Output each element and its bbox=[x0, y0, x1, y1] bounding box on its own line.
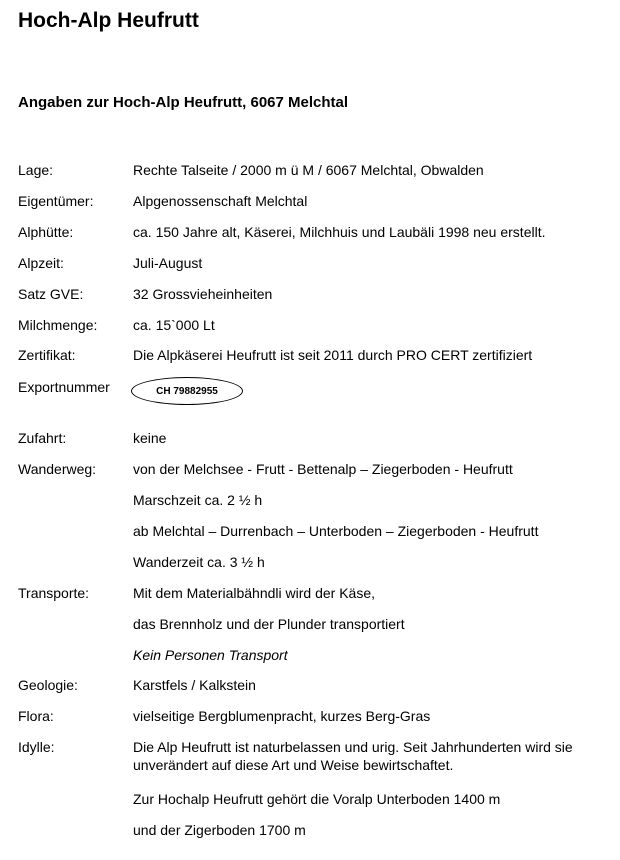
value-transporte-line: Mit dem Materialbähndli wird der Käse, bbox=[133, 585, 375, 601]
value-transporte-line: Kein Personen Transport bbox=[133, 647, 288, 663]
label-exportnummer: Exportnummer bbox=[18, 379, 110, 395]
value-wanderweg-line: Wanderzeit ca. 3 ½ h bbox=[133, 554, 265, 570]
label-zufahrt: Zufahrt: bbox=[18, 430, 67, 446]
value-wanderweg-line: Marschzeit ca. 2 ½ h bbox=[133, 492, 263, 508]
value-zufahrt: keine bbox=[133, 430, 167, 446]
label-wanderweg: Wanderweg: bbox=[18, 461, 97, 477]
value-milchmenge: ca. 15`000 Lt bbox=[133, 317, 215, 333]
value-satz-gve: 32 Grossvieheinheiten bbox=[133, 286, 273, 302]
value-idylle-paragraph: Die Alp Heufrutt ist naturbelassen und urig. Seit Jahrhunderten wird sie unverändert auf diese Art und Weise bewirtschaftet. bbox=[133, 739, 573, 773]
value-alpzeit: Juli-August bbox=[133, 255, 203, 271]
label-alpzeit: Alpzeit: bbox=[18, 255, 64, 271]
label-zertifikat: Zertifikat: bbox=[18, 347, 76, 363]
label-flora: Flora: bbox=[18, 708, 54, 724]
value-wanderweg-line: von der Melchsee - Frutt - Bettenalp – Ziegerboden - Heufrutt bbox=[133, 461, 513, 477]
label-alphuette: Alphütte: bbox=[18, 224, 74, 240]
value-idylle-line: Zur Hochalp Heufrutt gehört die Voralp Unterboden 1400 m bbox=[133, 791, 501, 807]
label-satz-gve: Satz GVE: bbox=[18, 286, 84, 302]
label-idylle: Idylle: bbox=[18, 739, 55, 755]
label-eigentuemer: Eigentümer: bbox=[18, 193, 94, 209]
page-title: Hoch-Alp Heufrutt bbox=[18, 9, 199, 32]
label-geologie: Geologie: bbox=[18, 677, 78, 693]
value-flora: vielseitige Bergblumenpracht, kurzes Berg-Gras bbox=[133, 708, 431, 724]
value-geologie: Karstfels / Kalkstein bbox=[133, 677, 256, 693]
value-transporte-line: das Brennholz und der Plunder transportiert bbox=[133, 616, 405, 632]
label-transporte: Transporte: bbox=[18, 585, 90, 601]
value-zertifikat: Die Alpkäserei Heufrutt ist seit 2011 durch PRO CERT zertifiziert bbox=[133, 347, 533, 363]
label-milchmenge: Milchmenge: bbox=[18, 317, 98, 333]
value-wanderweg-line: ab Melchtal – Durrenbach – Unterboden – Ziegerboden - Heufrutt bbox=[133, 523, 539, 539]
page-subtitle: Angaben zur Hoch-Alp Heufrutt, 6067 Melchtal bbox=[18, 94, 349, 111]
value-alphuette: ca. 150 Jahre alt, Käserei, Milchhuis und Laubäli 1998 neu erstellt. bbox=[133, 224, 546, 240]
value-eigentuemer: Alpgenossenschaft Melchtal bbox=[133, 193, 308, 209]
value-idylle-line: und der Zigerboden 1700 m bbox=[133, 822, 306, 838]
export-number-badge: CH 79882955 bbox=[131, 377, 243, 405]
label-lage: Lage: bbox=[18, 162, 54, 178]
value-lage: Rechte Talseite / 2000 m ü M / 6067 Melchtal, Obwalden bbox=[133, 162, 484, 178]
